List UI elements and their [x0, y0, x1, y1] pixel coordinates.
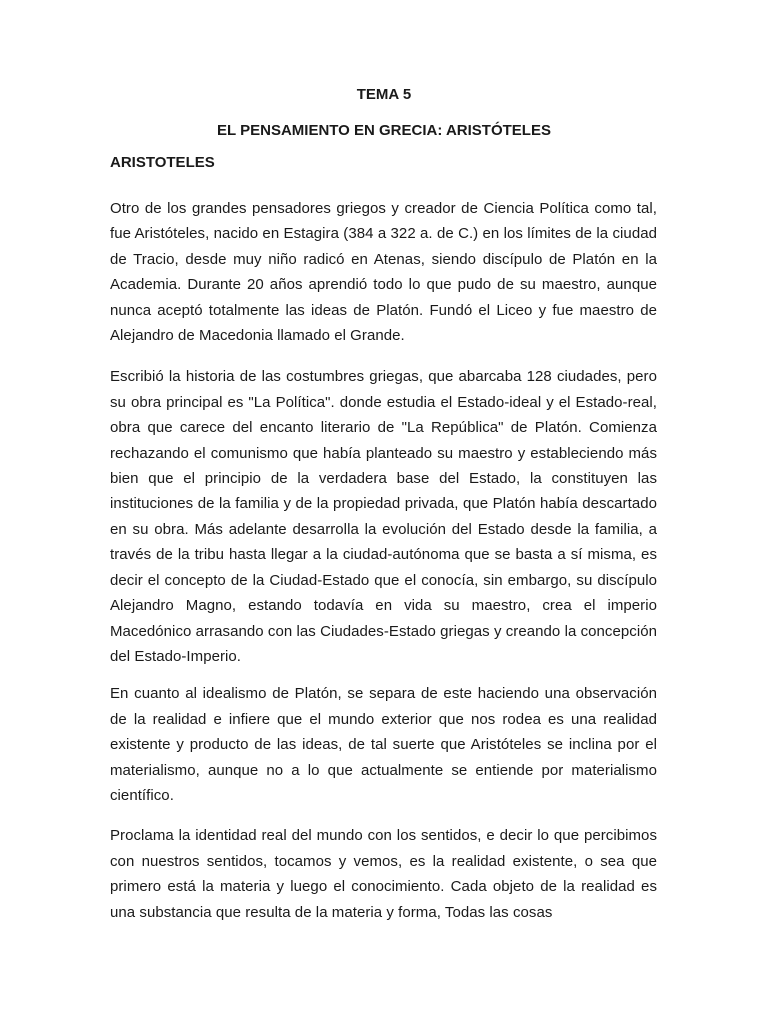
- paragraph: Otro de los grandes pensadores griegos y creador de Ciencia Política como tal, fue Aristóteles, nacido en Estagira (384 a 322 a. de C.) en los límites de la ciudad de Tracio, desde muy niño radicó en Atenas, siendo discípulo de Platón en la Academia. Durante 20 años aprendió todo lo que pudo de su maestro, aunque nunca aceptó totalmente las ideas de Platón. Fundó el Liceo y fue maestro de Alejandro de Macedonia llamado el Grande.: [110, 200, 657, 345]
- paragraph: En cuanto al idealismo de Platón, se separa de este haciendo una observación de la realidad e infiere que el mundo exterior que nos rodea es una realidad existente y producto de las ideas, de tal suerte que Aristóteles se inclina por el materialismo, aunque no a lo que actualmente se entiende por materialismo científico.: [110, 685, 657, 804]
- document-tema-title: TEMA 5: [356, 86, 412, 103]
- paragraph: Escribió la historia de las costumbres griegas, que abarcaba 128 ciudades, pero su obra principal es "La Política". donde estudia el Estado-ideal y el Estado-real, obra que carece del encanto literario de "La República" de Platón. Comienza rechazando el comunismo que había planteado su maestro y estableciendo más bien que el principio de la verdadera base del Estado, la constituyen las instituciones de la familia y de la propiedad privada, que Platón había descartado en su obra. Más adelante desarrolla la evolución del Estado desde la familia, a través de la tribu hasta llegar a la ciudad-autónoma que se basta a sí misma, es decir el concepto de la Ciudad-Estado que el conocía, sin embargo, su discípulo Alejandro Magno, estando todavía en vida su maestro, crea el imperio Macedónico arrasando con las Ciudades-Estado griegas y creando la concepción del Estado-Imperio.: [110, 368, 657, 665]
- body-text: [110, 196, 657, 940]
- paragraph: Proclama la identidad real del mundo con los sentidos, e decir lo que percibimos con nuestros sentidos, tocamos y vemos, es la realidad existente, o sea que primero está la materia y luego el conocimiento. Cada objeto de la realidad es una substancia que resulta de la materia y forma, Todas las cosas: [110, 827, 657, 921]
- section-heading: ARISTOTELES: [110, 154, 215, 171]
- document-subtitle: EL PENSAMIENTO EN GRECIA: ARISTÓTELES: [217, 122, 551, 139]
